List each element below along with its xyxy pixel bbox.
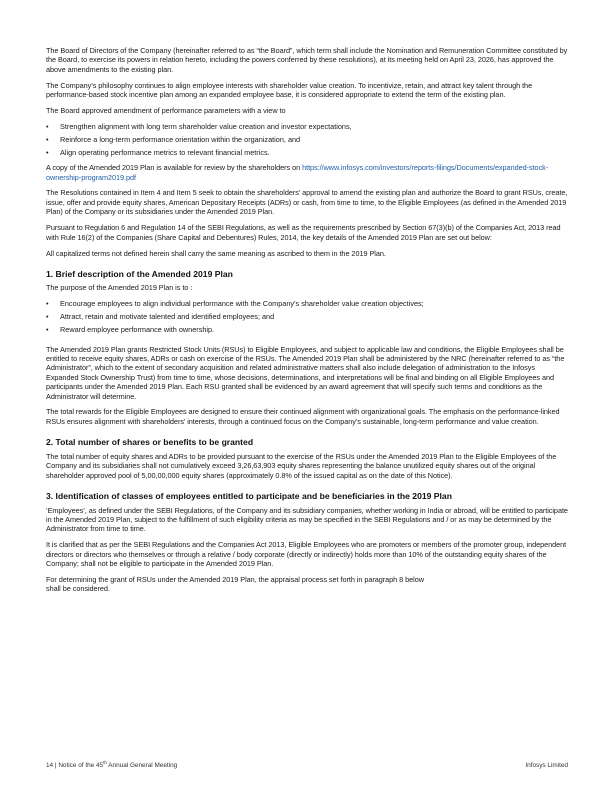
section-2-paragraph-1: The total number of equity shares and ADRs to be provided pursuant to the exercise of the RSUs under the Amended 2019 Plan to the Eligible Employees of the Company and its subsidiaries shall not cumulatively exceed 3,26,63,903 equity shares representing the balance unutilized equity shares out of the original shareholder approved pool of 5,00,00,000 equity shares (approximately 0.8% of the issued capital as on the date of this Notice).: [46, 451, 557, 480]
bullet-icon: •: [46, 147, 49, 157]
section-1-paragraph-1: The Amended 2019 Plan grants Restricted Stock Units (RSUs) to Eligible Employees, and subject to applicable law and conditions, the Eligible Employees shall be entitled to receive equity shares, ADRs or cash on exercise of the RSUs. The Amended 2019 Plan shall be administered by the NRC (hereinafter referred to as “the Administrator”, which to the extent of secondary acquisition and related administrative matters shall also include delegation of administration to the Infosys Expanded Stock Ownership Trust) from time to time, whose decisions, determinations, and interpretations will be final and binding on all Eligible Employees and participants under the Amended 2019 Plan. Each RSU granted shall be evidenced by an award agreement that will specify such terms and conditions as the Administrator will determine.: [46, 344, 565, 401]
footer-page-label: 14 | Notice of the 45th Annual General Meeting: [46, 759, 178, 769]
list-item: • Align operating performance metrics to relevant financial metrics.: [46, 147, 270, 157]
bullet-icon: •: [46, 325, 49, 335]
intro-paragraph-5: The Resolutions contained in Item 4 and Item 5 seek to obtain the shareholders’ approval to amend the existing plan and authorize the Board to grant RSUs, create, issue, offer and provide equity shares, American Depositary Receipts (ADRs) or cash, from time to time, to the Eligible Employees (as defined in the Amended 2019 Plan) of the Company or its subsidiaries under the Amended 2019 Plan.: [46, 188, 568, 217]
intro-bullet-list: [46, 122, 568, 157]
bullet-icon: •: [46, 312, 49, 322]
list-item: • Encourage employees to align individual performance with the Company’s shareholder value creation objectives;: [46, 299, 424, 309]
list-item: • Reward employee performance with ownership.: [46, 325, 215, 335]
intro-paragraph-7: All capitalized terms not defined herein shall carry the same meaning as ascribed to them in the 2019 Plan.: [46, 248, 386, 258]
intro-paragraph-4: A copy of the Amended 2019 Plan is available for review by the shareholders on https://www.infosys.com/investors/reports-filings/Documents/expanded-stock-ownership-program2019.pdf: [46, 163, 549, 182]
list-item: • Attract, retain and motivate talented and identified employees; and: [46, 312, 275, 322]
intro-paragraph-1: The Board of Directors of the Company (hereinafter referred to as “the Board”, which term shall include the Nomination and Remuneration Committee constituted by the Board, to exercise its powers in relation hereto, including the powers conferred by these resolutions), at its meeting held on April 23, 2026, has approved the above amendments to the existing plan.: [46, 46, 568, 74]
bullet-icon: •: [46, 299, 49, 309]
section-3-paragraph-1: ‘Employees’, as defined under the SEBI Regulations, of the Company and its subsidiary companies, whether working in India or abroad, will be entitled to participate in the Amended 2019 Plan, subject to the fulfillment of such eligibility criteria as may be specified in the SEBI Regulations and / or as may be determined by the Administrator from time to time.: [46, 505, 568, 534]
section-1-heading: 1. Brief description of the Amended 2019 Plan: [46, 268, 233, 279]
page-content: [46, 46, 568, 600]
section-1-bullet-list: [46, 299, 568, 334]
section-3-paragraph-2: It is clarified that as per the SEBI Regulations and the Companies Act 2013, Eligible Employees who are promoters or members of the promoter group, independent directors or directors who themselves or through a relative / body corporate (directly or indirectly) holds more than 10% of the outstanding equity shares of the Company; shall not be eligible to participate in the Amended 2019 Plan.: [46, 540, 567, 569]
section-1-lead: The purpose of the Amended 2019 Plan is to :: [46, 283, 193, 293]
section-1-paragraph-2: The total rewards for the Eligible Employees are designed to ensure their continued alignment with organizational goals. The emphasis on the performance-linked RSUs ensures alignment with shareholders’ interests, through a continued focus on the Company’s sustainable, long-term performance and value creation.: [46, 407, 560, 426]
intro-paragraph-3: The Board approved amendment of performance parameters with a view to: [46, 106, 286, 116]
bullet-icon: •: [46, 134, 49, 144]
section-2-heading: 2. Total number of shares or benefits to be granted: [46, 437, 254, 448]
list-item: • Reinforce a long-term performance orientation within the organization, and: [46, 134, 301, 144]
intro-paragraph-6: Pursuant to Regulation 6 and Regulation 14 of the SEBI Regulations, as well as the requirements prescribed by Section 67(3)(b) of the Companies Act, 2013 read with Rule 16(2) of the Companies (Share Capital and Debentures) Rules, 2014, the key details of the Amended 2019 Plan are set out below:: [46, 223, 561, 242]
bullet-icon: •: [46, 121, 49, 131]
section-3-paragraph-3: For determining the grant of RSUs under the Amended 2019 Plan, the appraisal process set forth in paragraph 8 below shall be considered.: [46, 574, 424, 594]
list-item: • Strengthen alignment with long term shareholder value creation and investor expectations,: [46, 121, 352, 131]
section-3-heading: 3. Identification of classes of employees entitled to participate and be beneficiaries in the 2019 Plan: [46, 491, 452, 501]
plan-document-link[interactable]: https://www.infosys.com/investors/reports-filings/Documents/expanded-stock-ownership-program2019.pdf: [46, 163, 549, 182]
footer-company-name: Infosys Limited: [525, 762, 568, 769]
intro-paragraph-2: The Company’s philosophy continues to align employee interests with shareholder value creation. To incentivize, retain, and attract key talent through the performance-based stock incentive plan among an expanded employee base, it is considered appropriate to extend the term of the existing plan.: [46, 80, 533, 100]
